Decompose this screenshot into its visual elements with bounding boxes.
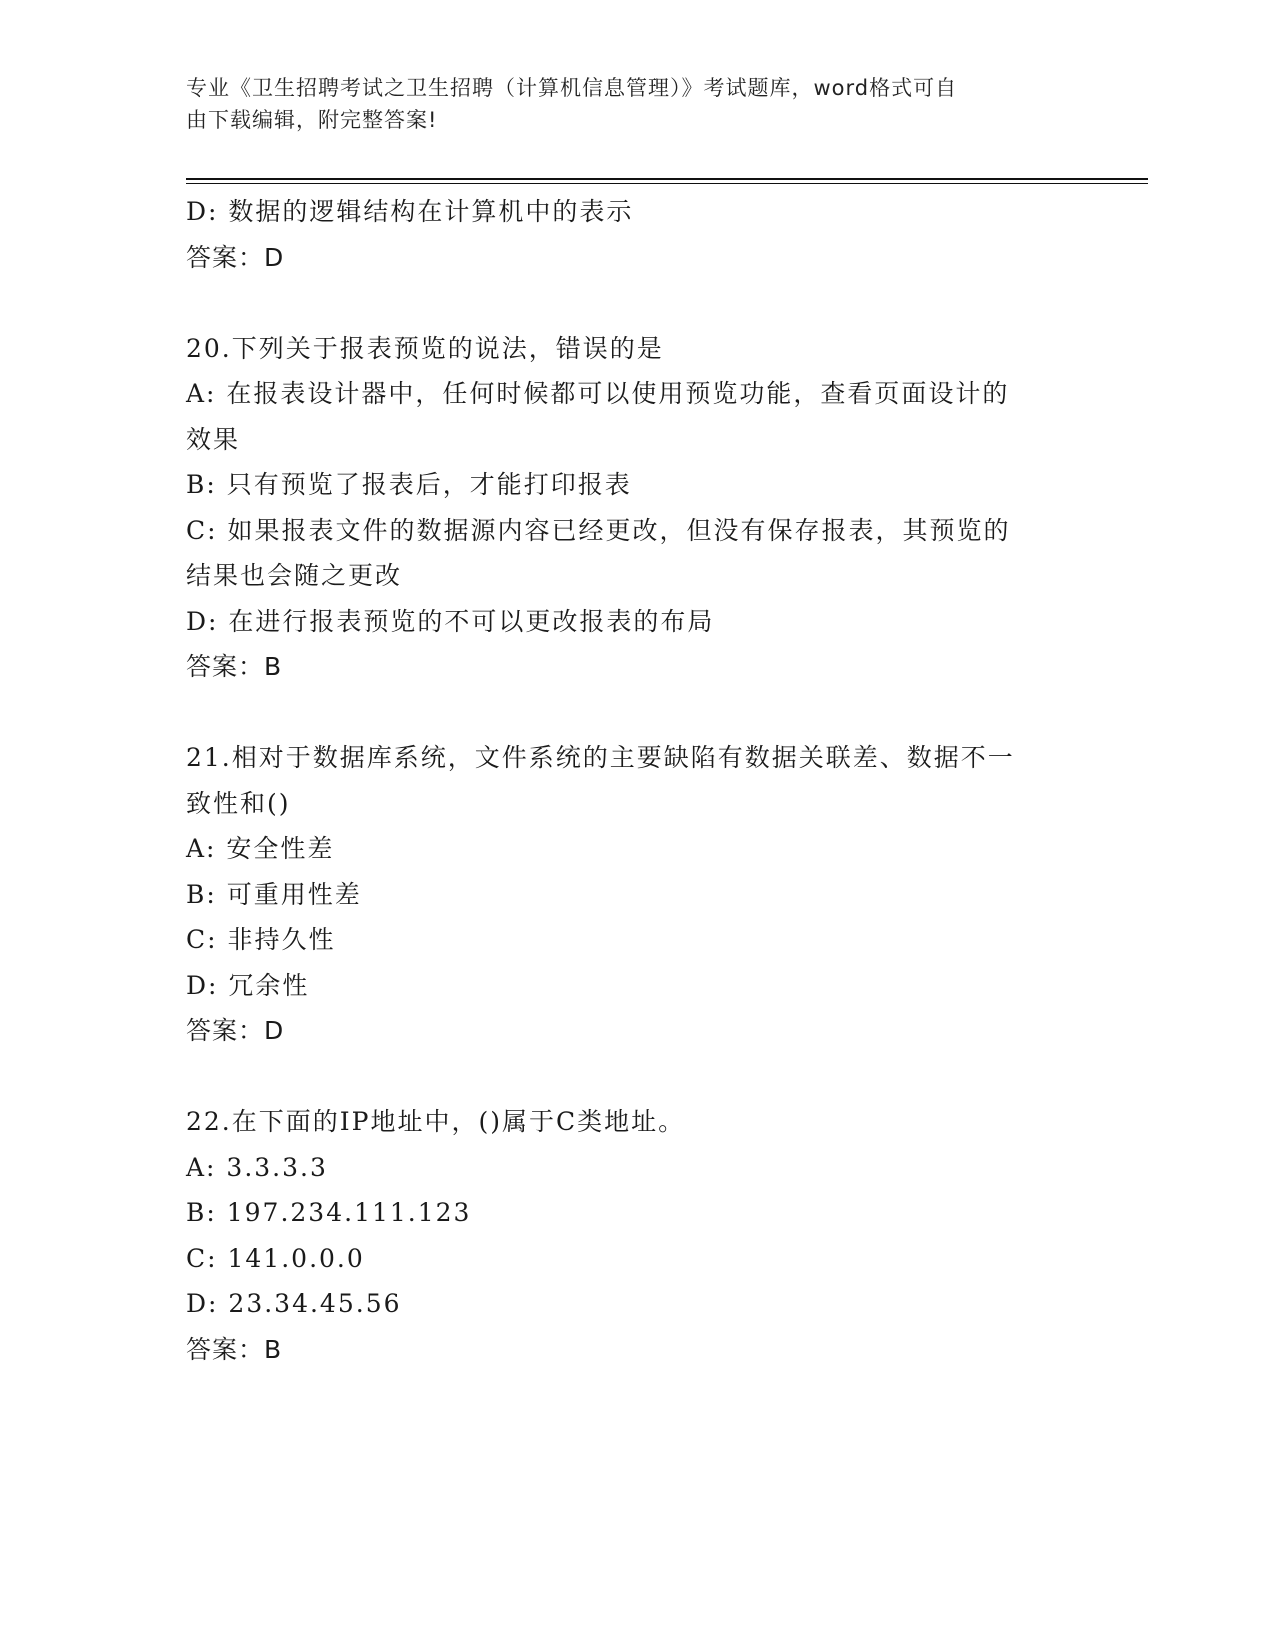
question-stem: 20.下列关于报表预览的说法，错误的是 bbox=[186, 333, 664, 363]
option-a-continued: 效果 bbox=[186, 424, 241, 454]
header-divider-thin bbox=[186, 183, 1148, 184]
option-d: D: 冗余性 bbox=[186, 970, 310, 1000]
spacer bbox=[186, 690, 1076, 736]
option-c: C: 非持久性 bbox=[186, 925, 336, 954]
header-line-2: 由下载编辑，附完整答案! bbox=[186, 108, 438, 132]
answer-line: 答案：D bbox=[186, 1016, 285, 1045]
question-stem-continued: 致性和() bbox=[186, 788, 291, 818]
question-stem: 21.相对于数据库系统，文件系统的主要缺陷有数据关联差、数据不一 bbox=[186, 743, 1015, 772]
answer-line: 答案：D bbox=[186, 242, 285, 272]
header-divider-thick bbox=[186, 178, 1148, 180]
header-line-1: 专业《卫生招聘考试之卫生招聘（计算机信息管理）》考试题库，word格式可自 bbox=[186, 76, 958, 100]
spacer bbox=[186, 1054, 1076, 1100]
question-list bbox=[186, 189, 1076, 1372]
question-stem: 22.在下面的IP地址中，()属于C类地址。 bbox=[186, 1107, 686, 1136]
option-b: B: 197.234.111.123 bbox=[186, 1198, 472, 1227]
answer-line: 答案：B bbox=[186, 1334, 283, 1364]
option-a: A: 3.3.3.3 bbox=[186, 1152, 328, 1182]
option-a: A: 在报表设计器中，任何时候都可以使用预览功能，查看页面设计的 bbox=[186, 379, 1010, 408]
option-c-continued: 结果也会随之更改 bbox=[186, 561, 403, 590]
answer-line: 答案：B bbox=[186, 652, 283, 681]
option-c: C: 如果报表文件的数据源内容已经更改，但没有保存报表，其预览的 bbox=[186, 515, 1011, 545]
option-d: D: 在进行报表预览的不可以更改报表的布局 bbox=[186, 606, 715, 636]
option-b: B: 只有预览了报表后，才能打印报表 bbox=[186, 470, 632, 499]
option-d: D: 23.34.45.56 bbox=[186, 1289, 402, 1318]
option-c: C: 141.0.0.0 bbox=[186, 1243, 365, 1273]
spacer bbox=[186, 280, 1076, 326]
option-d: D: 数据的逻辑结构在计算机中的表示 bbox=[186, 197, 634, 226]
document-header bbox=[186, 72, 1066, 136]
option-a: A: 安全性差 bbox=[186, 834, 335, 863]
option-b: B: 可重用性差 bbox=[186, 879, 362, 909]
